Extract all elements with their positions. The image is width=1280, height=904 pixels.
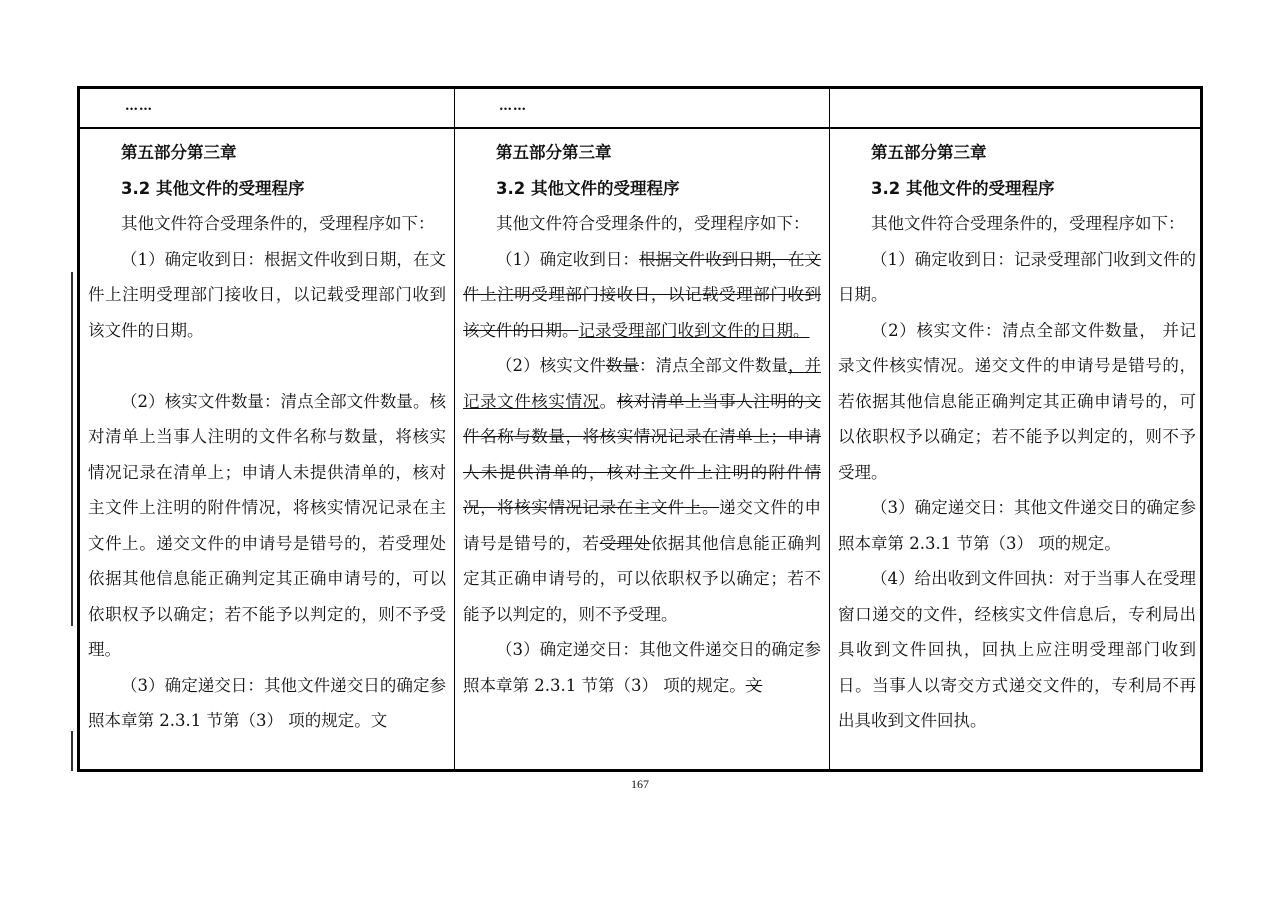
paragraph: （3）确定递交日：其他文件递交日的确定参照本章第 2.3.1 节第（3） 项的规定。 (838, 498, 1196, 553)
comparison-table (77, 86, 1203, 772)
text-run: ：清点全部文件数量 (638, 356, 788, 375)
paragraph (463, 348, 821, 632)
paragraph: （2）核实文件：清点全部文件数量， 并记录文件核实情况。递交文件的申请号是错号的，若依据其他信息能正确判定其正确申请号的，可以依职权予以确定；若不能予以判定的，则不予受理。 (838, 320, 1196, 482)
margin-change-bar (71, 272, 73, 626)
section-heading: 3.2 其他文件的受理程序 (871, 178, 1055, 198)
text-run: 。 (599, 391, 617, 411)
deleted-text: 根据文件收到日期，在文件上注明受理部门接收日，以记载受理部门收到该文件的日期。 (463, 249, 822, 340)
paragraph: （2）核实文件数量：清点全部文件数量。核对清单上当事人注明的文件名称与数量，将核实情况记录在清单上；申请人未提供清单的，核对主文件上注明的附件情况，将核实情况记录在主文件上。递交文件的申请号是错号的，若受理处依据其他信息能正确判定其正确申请号的，可以依职权予以确定；若不能予以判定的，则不予受理。 (88, 391, 446, 659)
text-run: 依据其他信息能正确判定其正确申请号的，可以依职权予以确定；若不能予以判定的，则不予受理。 (463, 533, 822, 624)
paragraph: （1）确定收到日：记录受理部门收到文件的日期。 (838, 249, 1196, 304)
inserted-text: 记录受理部门收到文件的日期。 (578, 320, 810, 340)
paragraph: 其他文件符合受理条件的，受理程序如下： (496, 214, 810, 233)
header-ellipsis: …… (499, 99, 527, 114)
chapter-heading: 第五部分第三章 (496, 143, 612, 162)
header-divider (80, 127, 1200, 129)
paragraph (463, 242, 821, 349)
paragraph: （3）确定递交日：其他文件递交日的确定参照本章第 2.3.1 节第（3） 项的规定。文 (88, 675, 446, 730)
blank-line (88, 348, 446, 384)
section-heading: 3.2 其他文件的受理程序 (121, 178, 305, 198)
page-number: 167 (631, 777, 649, 791)
deleted-text: 核对清单上当事人注明的文件名称与数量，将核实情况记录在清单上；申请人未提供清单的，核对主文件上注明的附件情况，将核实情况记录在主文件上。 (463, 391, 822, 517)
tracked-changes-column (455, 130, 829, 769)
header-ellipsis: …… (125, 99, 153, 114)
original-text-column (80, 130, 454, 769)
inserted-text: ，并记录文件核实情况 (463, 356, 822, 411)
paragraph: 其他文件符合受理条件的，受理程序如下： (121, 214, 435, 233)
text-run: （2）核实文件 (496, 356, 606, 375)
deleted-text: 数量 (605, 356, 639, 375)
chapter-heading: 第五部分第三章 (871, 143, 987, 162)
margin-change-bar (71, 731, 73, 771)
text-run: （3）确定递交日：其他文件递交日的确定参照本章第 2.3.1 节第（3） 项的规定。 (463, 640, 821, 695)
paragraph: （4）给出收到文件回执：对于当事人在受理窗口递交的文件，经核实文件信息后，专利局出具收到文件回执，回执上应注明受理部门收到日。当事人以寄交方式递交文件的，专利局不再出具收到文件回执。 (838, 569, 1196, 730)
deleted-text: 受理处 (599, 533, 651, 553)
text-run: 递交文件的申请号是错号的，若 (463, 498, 822, 553)
deleted-text: 文 (745, 675, 763, 695)
section-heading: 3.2 其他文件的受理程序 (496, 178, 680, 198)
chapter-heading: 第五部分第三章 (121, 143, 237, 162)
revised-text-column (830, 130, 1204, 769)
paragraph: （1）确定收到日：根据文件收到日期，在文件上注明受理部门接收日，以记载受理部门收到该文件的日期。 (88, 249, 446, 340)
text-run: （1）确定收到日： (496, 249, 639, 269)
paragraph (463, 632, 821, 703)
paragraph: 其他文件符合受理条件的，受理程序如下： (871, 214, 1185, 233)
